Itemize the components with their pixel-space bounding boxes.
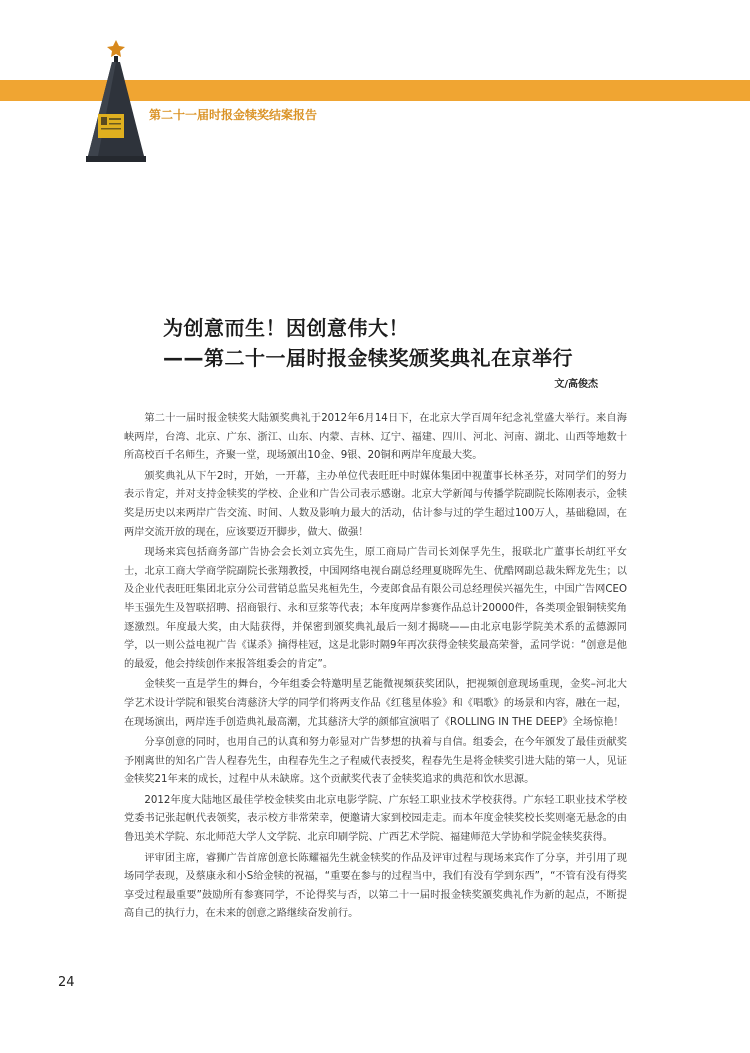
- paragraph: 第二十一届时报金犊奖大陆颁奖典礼于2012年6月14日下，在北京大学百周年纪念礼堂盛大举行。来自海峡两岸，台湾、北京、广东、浙江、山东、内蒙、吉林、辽宁、福建、四川、河北、河南、湖北、山西等地数十所高校百千名师生，齐聚一堂，现场颁出10金、9银、20铜和两岸年度最大奖。: [124, 413, 627, 462]
- paragraph: 现场来宾包括商务部广告协会会长刘立宾先生，原工商局广告司长刘保孚先生，报联北广董事长胡红平女士，北京工商大学商学院副院长张翔教授，中国网络电视台副总经理夏晓晖先生、优酷网副总裁朱辉龙先生；以及企业代表旺旺集团北京分公司营销总监吴兆桓先生，今麦郎食品有限公司总经理侯兴福先生，中国广告网CEO毕玉强先生及智联招聘、招商银行、永和豆浆等代表；本年度两岸参赛作品总计20000件，各类项金银铜犊奖角逐激烈。年度最大奖，由大陆获得，并保密到颁奖典礼最后一刻才揭晓——由北京电影学院美术系的孟德源同学，以一则公益电视广告《谋杀》摘得桂冠，这是北影时隔9年再次获得金犊奖最高荣誉，孟同学说：“创意是他的最爱，他会持续创作来报答组委会的肯定”。: [124, 547, 627, 670]
- page-number: 24: [58, 975, 75, 990]
- paragraph: 颁奖典礼从下午2时，开始，一开幕，主办单位代表旺旺中时媒体集团中视董事长林圣芬，对同学们的努力表示肯定，并对支持金犊奖的学校、企业和广告公司表示感谢。北京大学新闻与传播学院副院长陈刚表示，金犊奖是历史以来两岸广告交流、时间、人数及影响力最大的活动，估计参与过的学生超过100万人，基础稳固，在两岸交流开放的现在，应该要迈开脚步，做大、做强！: [124, 470, 627, 538]
- paragraph: 分享创意的同时，也用自己的认真和努力彰显对广告梦想的执着与自信。组委会，在今年颁发了最佳贡献奖予刚离世的知名广告人程春先生，由程春先生之子程威代表授奖，程春先生是将金犊奖引进大陆的第一人，见证金犊奖21年来的成长，过程中从未缺席。这个贡献奖代表了金犊奖追求的典范和饮水思源。: [124, 737, 627, 786]
- article-body: [124, 410, 627, 926]
- article-subtitle: ——第二十一届时报金犊奖颁奖典礼在京举行: [163, 346, 573, 370]
- paragraph: 评审团主席，睿狮广告首席创意长陈耀福先生就金犊奖的作品及评审过程与现场来宾作了分享，并引用了现场同学表现，及蔡康永和小S给金犊的祝福，“重要在参与的过程当中，我们有没有学到东西”，“不管有没有得奖享受过程最重要”鼓励所有参赛同学，不论得奖与否，以第二十一届时报金犊奖颁奖典礼作为新的起点，不断提高自己的执行力，在未来的创意之路继续奋发前行。: [124, 852, 627, 920]
- trophy-icon: [84, 38, 148, 164]
- header-title: 第二十一届时报金犊奖结案报告: [149, 108, 318, 122]
- paragraph: 金犊奖一直是学生的舞台，今年组委会特邀明星艺能微视频获奖团队，把视频创意现场重现，金奖–河北大学艺术设计学院和银奖台湾慈济大学的同学们将两支作品《红毯星体验》和《唱歌》的场景和内容，融在一起，在现场演出，两岸连手创造典礼最高潮，尤其慈济大学的颜郁宣演唱了《ROLLING IN THE DEEP》全场惊艳！: [124, 679, 627, 728]
- byline: 文/高俊杰: [554, 379, 598, 390]
- paragraph: 2012年度大陆地区最佳学校金犊奖由北京电影学院、广东轻工职业技术学校获得。广东轻工职业技术学校党委书记张起帆代表领奖，表示校方非常荣幸，便邀请大家到校园走走。而本年度金犊奖校长奖则毫无悬念的由鲁迅美术学院、东北师范大学人文学院、北京印刷学院、广西艺术学院、福建师范大学协和学院金犊奖获得。: [124, 794, 627, 844]
- article-title: 为创意而生！因创意伟大！: [163, 316, 409, 340]
